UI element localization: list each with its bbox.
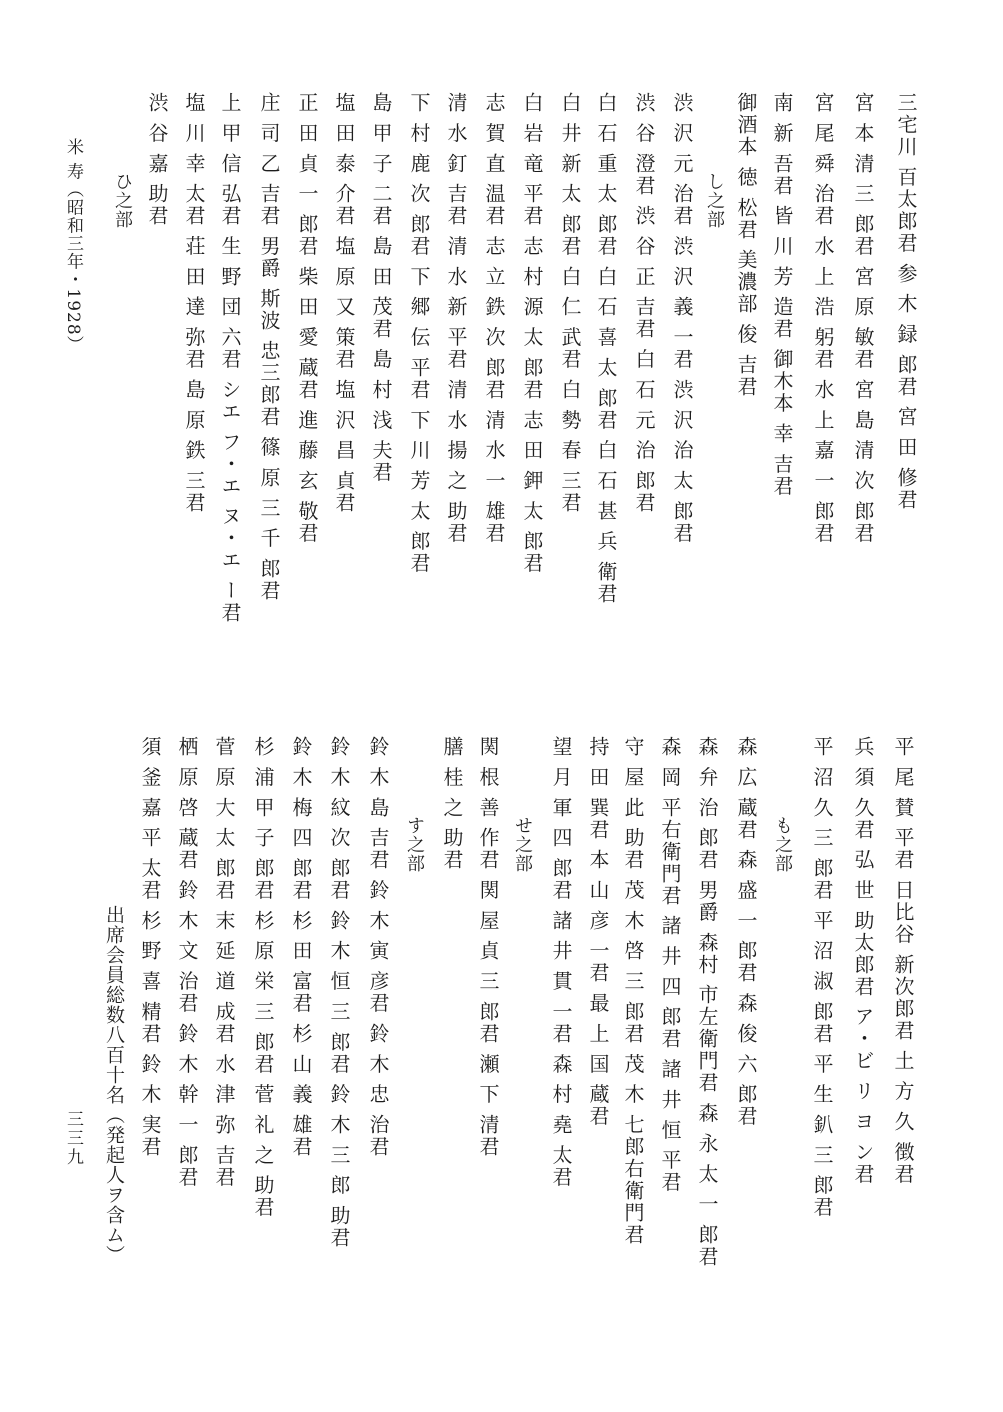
page-number: 三三九 bbox=[63, 1110, 83, 1167]
name-column: 森 広 蔵君 森 盛 一 郎君 森 俊 六 郎君 bbox=[734, 736, 758, 1128]
name-column: 森 弁 治 郎君 男爵 森村 市左衛門君 森 永 太 一 郎君 bbox=[695, 736, 719, 1268]
name-column: 守 屋 此 助君 茂 木 啓 三 郎君 茂 木 七郎右衛門君 bbox=[621, 736, 645, 1246]
name-column: 御酒本 徳 松君 美濃部 俊 吉君 bbox=[734, 92, 758, 398]
attendance-summary: 出席会員総数八百十名（発起人ヲ含ム） bbox=[103, 905, 125, 1265]
running-header: 米 寿（昭和三年・1928） bbox=[63, 138, 83, 354]
name-column: 鈴 木 梅 四 郎君 杉 田 富君 杉 山 義 雄君 bbox=[289, 736, 313, 1158]
name-column: 兵 須 久君 弘 世 助太郎君 ア・ビ リ ヨ ン君 bbox=[851, 736, 875, 1186]
name-column: 志 賀 直 温君 志 立 鉄 次 郎君 清 水 一 雄君 bbox=[482, 92, 506, 545]
name-column: 白 井 新 太 郎君 白 仁 武君 白 勢 春 三君 bbox=[558, 92, 582, 514]
name-column: 三宅川 百太郎君 参 木 録 郎君 宮 田 修君 bbox=[894, 92, 918, 511]
name-column: 島 甲 子 二君 島 田 茂君 島 村 浅 夫君 bbox=[369, 92, 393, 484]
section-heading: も之部 bbox=[772, 816, 793, 873]
name-column: 下 村 鹿 次 郎君 下 郷 伝 平君 下 川 芳 太 郎君 bbox=[407, 92, 431, 575]
name-column: 膳 桂 之 助君 bbox=[440, 736, 464, 872]
name-column: 菅 原 大 太 郎君 末 延 道 成君 水 津 弥 吉君 bbox=[212, 736, 236, 1189]
name-column: 平 尾 賛 平君 日比谷 新次郎君 土 方 久 徴君 bbox=[891, 736, 915, 1186]
name-column: 持 田 巽君 本 山 彦 一君 最 上 国 蔵君 bbox=[586, 736, 610, 1128]
name-column: 宮 尾 舜 治君 水 上 浩 躬君 水 上 嘉 一 郎君 bbox=[811, 92, 835, 545]
section-heading: し之部 bbox=[704, 172, 725, 229]
name-column: 森 岡 平右衛門君 諸 井 四 郎君 諸 井 恒 平君 bbox=[658, 736, 682, 1194]
name-column: 渋 谷 澄君 渋 谷 正 吉君 白 石 元 治 郎君 bbox=[632, 92, 656, 514]
name-column: 関 根 善 作君 関 屋 貞 三 郎君 瀬 下 清君 bbox=[476, 736, 500, 1158]
name-column: 清 水 釘 吉君 清 水 新 平君 清 水 揚 之 助君 bbox=[444, 92, 468, 545]
name-column: 平 沼 久 三 郎君 平 沼 淑 郎君 平 生 釟 三 郎君 bbox=[810, 736, 834, 1219]
name-column: 白 岩 竜 平君 志 村 源 太 郎君 志 田 鉀 太 郎君 bbox=[520, 92, 544, 575]
name-column: 須 釜 嘉 平 太君 杉 野 喜 精君 鈴 木 実君 bbox=[138, 736, 162, 1158]
name-column: 上 甲 信 弘君 生 野 団 六君 シエ フ・エ ヌ・エ ー君 bbox=[218, 92, 242, 624]
name-column: 栖 原 啓 蔵君 鈴 木 文 治君 鈴 木 幹 一 郎君 bbox=[175, 736, 199, 1189]
name-column: 望 月 軍 四 郎君 諸 井 貫 一君 森 村 堯 太君 bbox=[549, 736, 573, 1189]
name-column: 渋 沢 元 治君 渋 沢 義 一君 渋 沢 治 太 郎君 bbox=[670, 92, 694, 545]
name-column: 鈴 木 島 吉君 鈴 木 寅 彦君 鈴 木 忠 治君 bbox=[366, 736, 390, 1158]
name-column: 白 石 重 太 郎君 白 石 喜 太 郎君 白 石 甚 兵 衛君 bbox=[594, 92, 618, 606]
name-column: 南 新 吾君 皆 川 芳 造君 御木本 幸 吉君 bbox=[770, 92, 794, 498]
name-column: 渋 谷 嘉 助君 bbox=[145, 92, 169, 228]
name-column: 宮 本 清 三 郎君 宮 原 敏君 宮 島 清 次 郎君 bbox=[851, 92, 875, 545]
name-column: 塩 川 幸 太君 荘 田 達 弥君 島 原 鉄 三君 bbox=[182, 92, 206, 514]
name-column: 塩 田 泰 介君 塩 原 又 策君 塩 沢 昌 貞君 bbox=[332, 92, 356, 514]
section-heading: ひ之部 bbox=[112, 172, 133, 229]
name-column: 鈴 木 紋 次 郎君 鈴 木 恒 三 郎君 鈴 木 三 郎 助君 bbox=[327, 736, 351, 1250]
section-heading: す之部 bbox=[404, 816, 425, 873]
name-column: 庄 司 乙 吉君 男爵 斯波 忠三郎君 篠 原 三 千 郎君 bbox=[257, 92, 281, 602]
name-column: 正 田 貞 一 郎君 柴 田 愛 蔵君 進 藤 玄 敬君 bbox=[295, 92, 319, 545]
section-heading: せ之部 bbox=[512, 816, 533, 873]
name-column: 杉 浦 甲 子 郎君 杉 原 栄 三 郎君 菅 礼 之 助君 bbox=[251, 736, 275, 1219]
